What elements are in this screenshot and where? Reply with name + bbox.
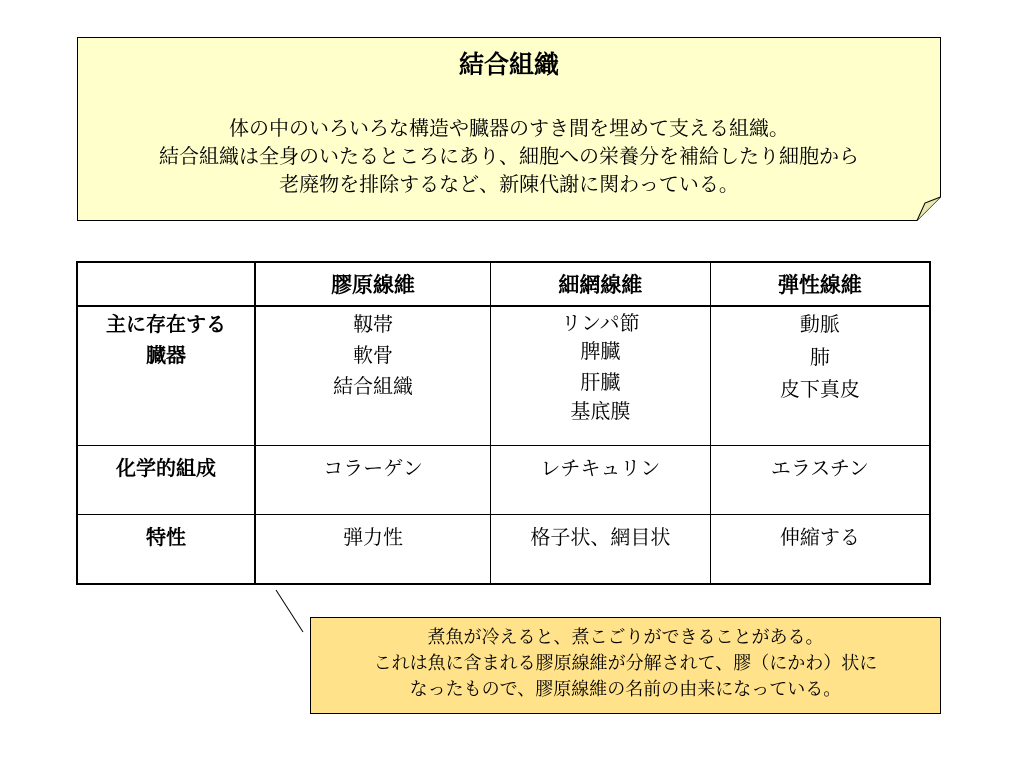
table-row-organs <box>77 306 930 446</box>
organ-item: 靱帯 <box>353 312 394 336</box>
cell-elastic-property: 伸縮する <box>710 515 930 585</box>
organ-item: 基底膜 <box>570 399 631 423</box>
row-label-line: 臓器 <box>146 343 187 367</box>
note-line: 結合組織は全身のいたるところにあり、細胞への栄養分を補給したり細胞から <box>159 144 859 168</box>
header-reticular-fiber: 細網線維 <box>491 262 711 306</box>
note-body <box>77 114 941 198</box>
note-title: 結合組織 <box>458 50 559 79</box>
note-line: 老廃物を排除するなど、新陳代謝に関わっている。 <box>279 172 739 196</box>
header-collagen-fiber: 膠原線維 <box>255 262 490 306</box>
cell-collagen-composition: コラーゲン <box>255 446 490 515</box>
organ-item: リンパ節 <box>561 311 640 335</box>
definition-note <box>77 37 941 221</box>
row-label-organs <box>77 306 255 446</box>
organ-item: 軟骨 <box>353 343 394 367</box>
cell-elastic-organs <box>710 306 930 446</box>
organ-item: 肺 <box>809 345 830 369</box>
callout-line: 煮魚が冷えると、煮こごりができることがある。 <box>427 627 824 648</box>
cell-reticular-property: 格子状、網目状 <box>491 515 711 585</box>
callout-line: これは魚に含まれる膠原線維が分解されて、膠（にかわ）状に <box>373 653 878 674</box>
header-elastic-fiber: 弾性線維 <box>710 262 930 306</box>
etymology-callout <box>310 617 941 714</box>
note-line: 体の中のいろいろな構造や臓器のすき間を埋めて支える組織。 <box>229 116 789 140</box>
cell-elastic-composition: エラスチン <box>710 446 930 515</box>
cell-collagen-organs <box>255 306 490 446</box>
fiber-comparison-table <box>76 261 931 585</box>
table-header-row <box>77 262 930 306</box>
header-empty <box>77 262 255 306</box>
cell-collagen-property: 弾力性 <box>255 515 490 585</box>
table-row-chemical-composition <box>77 446 930 515</box>
cell-reticular-composition: レチキュリン <box>491 446 711 515</box>
organ-item: 皮下真皮 <box>779 377 860 401</box>
organ-item: 結合組織 <box>333 374 414 398</box>
cell-reticular-organs <box>491 306 711 446</box>
row-label-properties: 特性 <box>77 515 255 585</box>
organ-item: 脾臓 <box>580 339 621 363</box>
table-row-properties <box>77 515 930 585</box>
organ-item: 肝臓 <box>580 370 621 394</box>
row-label-chemical-composition: 化学的組成 <box>77 446 255 515</box>
organ-item: 動脈 <box>799 312 840 336</box>
callout-line: なったもので、膠原線維の名前の由来になっている。 <box>409 679 842 700</box>
row-label-line: 主に存在する <box>106 312 227 336</box>
